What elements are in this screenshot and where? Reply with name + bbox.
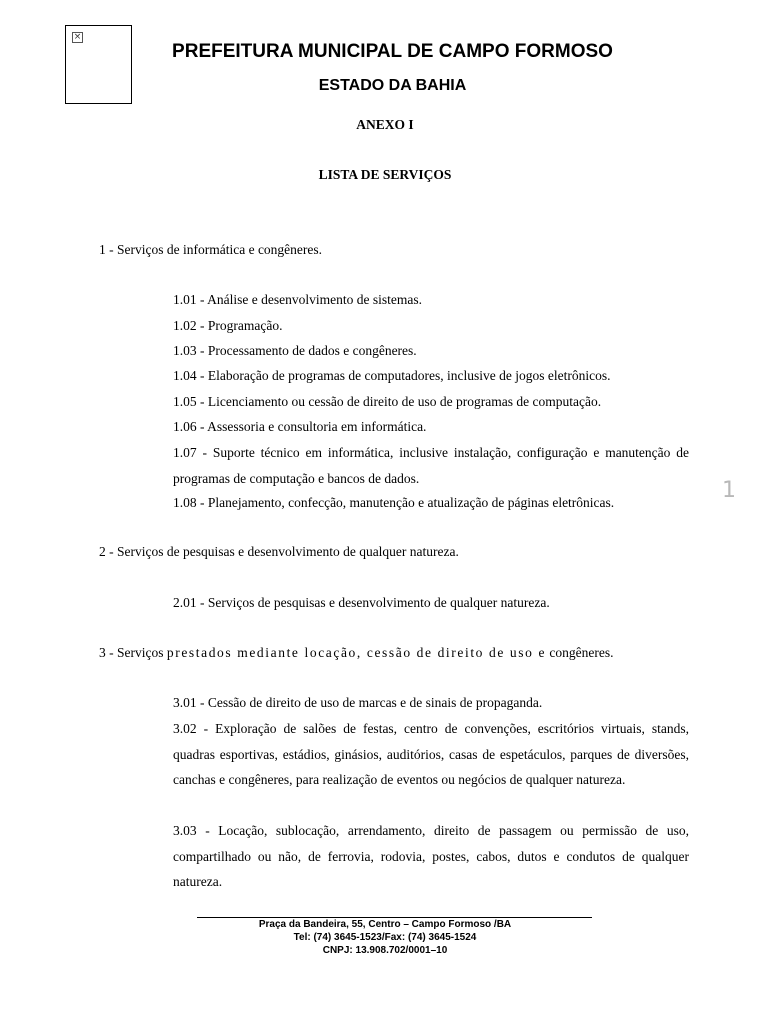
section-heading-3-spaced: prestados mediante locação, cessão de direito de uso e bbox=[166, 645, 547, 660]
list-item-1-07: 1.07 - Suporte técnico em informática, inclusive instalação, configuração e manutenção de programas de computação e bancos de dados. bbox=[173, 445, 689, 486]
list-item-2-01: 2.01 - Serviços de pesquisas e desenvolvimento de qualquer natureza. bbox=[173, 595, 550, 610]
list-item-1-02: 1.02 - Programação. bbox=[173, 318, 283, 333]
footer-address: Praça da Bandeira, 55, Centro – Campo Formoso /BA bbox=[258, 919, 512, 930]
list-title: LISTA DE SERVIÇOS bbox=[318, 167, 452, 182]
section-heading-2: 2 - Serviços de pesquisas e desenvolvimento de qualquer natureza. bbox=[99, 544, 459, 559]
list-item-3-03: 3.03 - Locação, sublocação, arrendamento, direito de passagem ou permissão de uso, compartilhado ou não, de ferrovia, rodovia, postes, cabos, dutos e condutos de qualquer natureza. bbox=[173, 823, 689, 889]
section-heading-3-end: congêneres. bbox=[546, 645, 614, 660]
list-item-1-01: 1.01 - Análise e desenvolvimento de sistemas. bbox=[173, 292, 422, 307]
list-item-1-08: 1.08 - Planejamento, confecção, manutenção e atualização de páginas eletrônicas. bbox=[173, 495, 615, 510]
list-item-1-06: 1.06 - Assessoria e consultoria em informática. bbox=[173, 419, 427, 434]
footer-phone: Tel: (74) 3645-1523/Fax: (74) 3645-1524 bbox=[293, 932, 477, 943]
logo-placeholder bbox=[65, 25, 132, 104]
list-item-1-05: 1.05 - Licenciamento ou cessão de direito de uso de programas de computação. bbox=[173, 394, 602, 409]
list-item-1-04: 1.04 - Elaboração de programas de computadores, inclusive de jogos eletrônicos. bbox=[173, 368, 611, 383]
state-subtitle: ESTADO DA BAHIA bbox=[318, 77, 467, 94]
page-number: 1 bbox=[722, 478, 736, 503]
section-heading-3-start: 3 - Serviços bbox=[99, 645, 167, 660]
section-heading-3 bbox=[99, 645, 699, 661]
list-item-3-01: 3.01 - Cessão de direito de uso de marcas e de sinais de propaganda. bbox=[173, 695, 543, 710]
broken-image-icon: × bbox=[73, 32, 82, 42]
list-item-3-02: 3.02 - Exploração de salões de festas, centro de convenções, escritórios virtuais, stands, quadras esportivas, estádios, ginásios, auditórios, casas de espetáculos, parques de diversões, canchas e congêneres, para realização de eventos ou negócios de qualquer natureza. bbox=[173, 721, 689, 787]
footer-divider bbox=[197, 917, 592, 918]
section-heading-1: 1 - Serviços de informática e congêneres. bbox=[99, 242, 323, 257]
list-item-1-03: 1.03 - Processamento de dados e congêneres. bbox=[173, 343, 417, 358]
annex-heading: ANEXO I bbox=[356, 117, 414, 132]
municipality-title: PREFEITURA MUNICIPAL DE CAMPO FORMOSO bbox=[172, 41, 613, 62]
footer-cnpj: CNPJ: 13.908.702/0001–10 bbox=[322, 945, 448, 956]
